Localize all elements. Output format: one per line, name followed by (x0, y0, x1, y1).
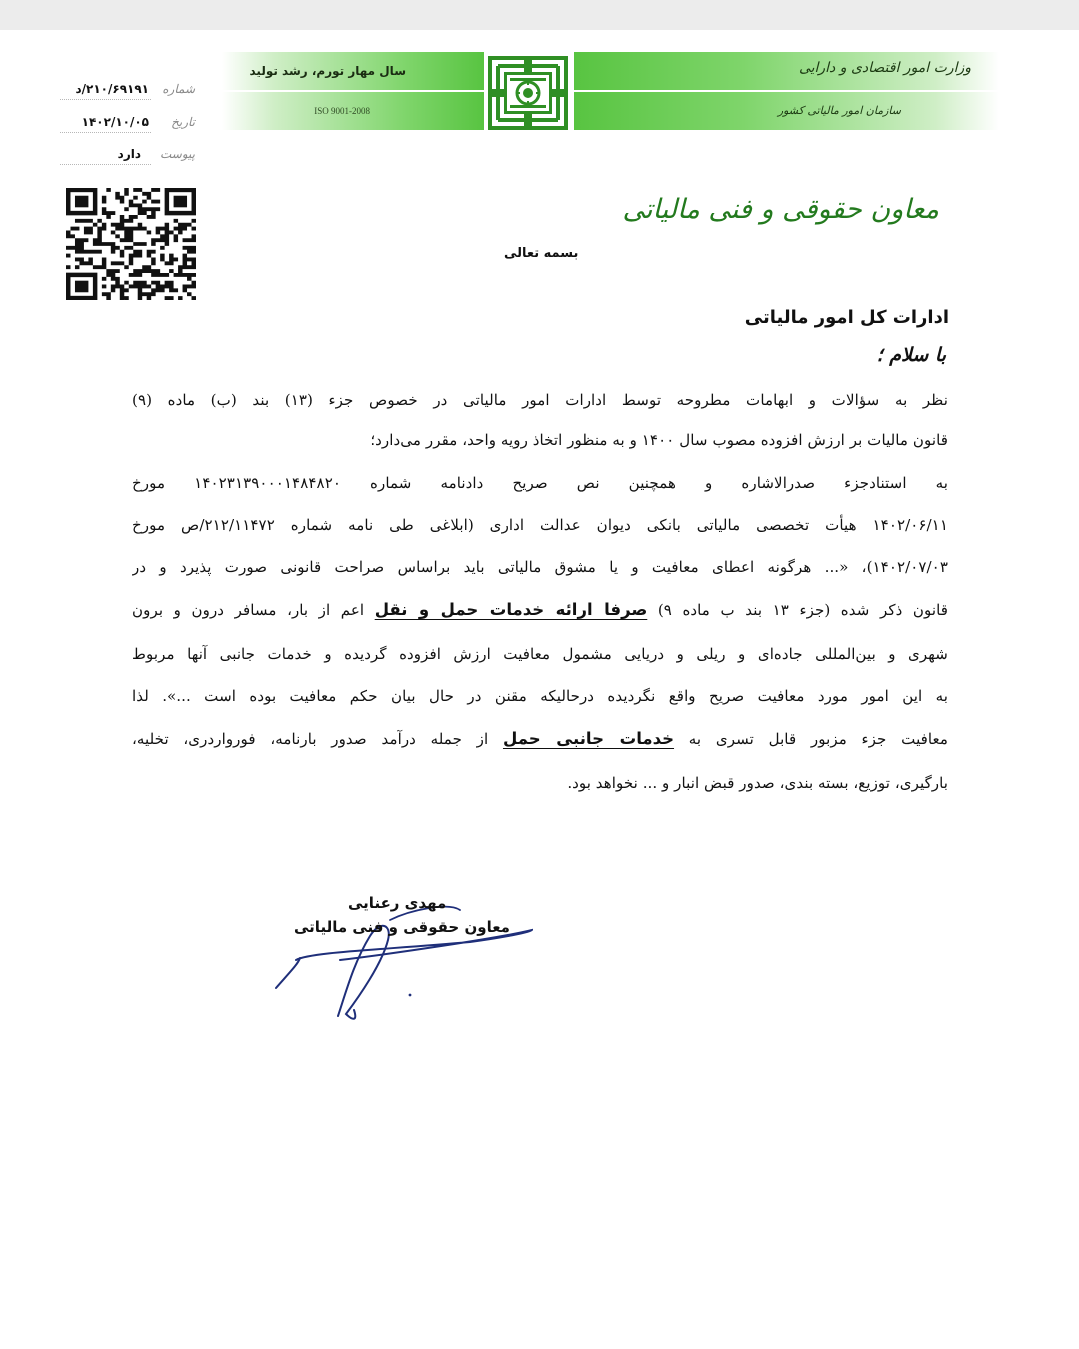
qr-code-icon (66, 188, 196, 300)
body-line: به این امور مورد معافیت صریح واقع نگردیده درحالیکه مقنن در حال بیان حکم معافیت بوده است ...». لذا (132, 687, 948, 705)
body-text: قانون ذکر شده (جزء ۱۳ بند ب ماده ۹) (657, 601, 948, 619)
body-line: بارگیری، توزیع، بسته بندی، صدور قبض انبار و ... نخواهد بود. (567, 774, 948, 792)
body-line: ۱۴۰۲/۰۷/۰۳)، «... هرگونه اعطای معافیت و یا مشوق مالیاتی باید براساس صراحت قانونی صورت پذیرد و در (132, 558, 948, 576)
body-text: از جمله درآمد صدور بارنامه، فورواردری، تخلیه، (132, 730, 489, 748)
basmala: بسمه تعالی (504, 246, 579, 261)
meta-date-value: ۱۴۰۲/۱۰/۰۵ (81, 115, 149, 129)
emphasis-transport-services: صرفا ارائه خدمات حمل و نقل (374, 600, 648, 619)
department-heading: معاون حقوقی و فنی مالیاتی (622, 194, 939, 225)
ministry-name: وزارت امور اقتصادی و دارایی (798, 60, 971, 76)
meta-dotted-line (60, 99, 151, 100)
body-line: نظر به سؤالات و ابهامات مطروحه توسط ادارات امور مالیاتی در خصوص جزء (۱۳) بند (ب) ماده (۹) (132, 391, 948, 409)
band-divider (574, 90, 999, 92)
tax-organization-emblem-icon (486, 54, 570, 132)
meta-date-label: تاریخ (171, 115, 195, 129)
body-line: ۱۴۰۲/۰۶/۱۱ هیأت تخصصی مالیاتی بانکی دیوان عدالت اداری (ابلاغی طی نامه شماره ۲۱۲/۱۱۴۷۲/ص مورخ (132, 516, 948, 534)
signatory-name: مهدی رعنایی (348, 894, 447, 912)
meta-dotted-line (60, 132, 151, 133)
emphasis-ancillary-services: خدمات جانبی حمل (502, 729, 675, 748)
band-divider (222, 90, 484, 92)
body-text: اعم از بار، مسافر درون و برون (132, 601, 365, 619)
meta-attachment-value: دارد (117, 147, 141, 161)
header-band-right (574, 52, 999, 130)
meta-attachment-row (60, 145, 195, 167)
body-line (132, 721, 948, 757)
signatory-title: معاون حقوقی و فنی مالیاتی (294, 918, 510, 936)
meta-dotted-line (60, 164, 151, 165)
organization-name: سازمان امور مالیاتی کشور (777, 104, 901, 117)
meta-attachment-label: پیوست (160, 147, 195, 161)
greeting: با سلام ؛ (876, 344, 946, 366)
addressee: ادارات کل امور مالیاتی (744, 307, 949, 328)
meta-number-value: ۲۱۰/۶۹۱۹۱/د (75, 82, 149, 96)
meta-date-row (60, 113, 195, 135)
body-line: به استنادجزء صدرالاشاره و همچنین نص صریح دادنامه شماره ۱۴۰۲۳۱۳۹۰۰۰۱۴۸۴۸۲۰ مورخ (132, 474, 948, 492)
body-line: قانون مالیات بر ارزش افزوده مصوب سال ۱۴۰۰ و به منظور اتخاذ رویه واحد، مقرر می‌دارد؛ (370, 431, 948, 449)
body-line (132, 592, 948, 628)
body-text: معافیت جزء مزبور قابل تسری به (688, 730, 948, 748)
meta-number-label: شماره (162, 82, 195, 96)
meta-number-row (60, 80, 195, 102)
header-band-left (222, 52, 484, 130)
year-slogan: سال مهار تورم، رشد تولید (249, 64, 406, 78)
body-line: شهری و بین‌المللی جاده‌ای و ریلی و دریایی مشمول معافیت ارزش افزوده گردیده و خدمات جانبی آنها مربوط (132, 645, 948, 663)
iso-label: ISO 9001-2008 (314, 106, 370, 116)
